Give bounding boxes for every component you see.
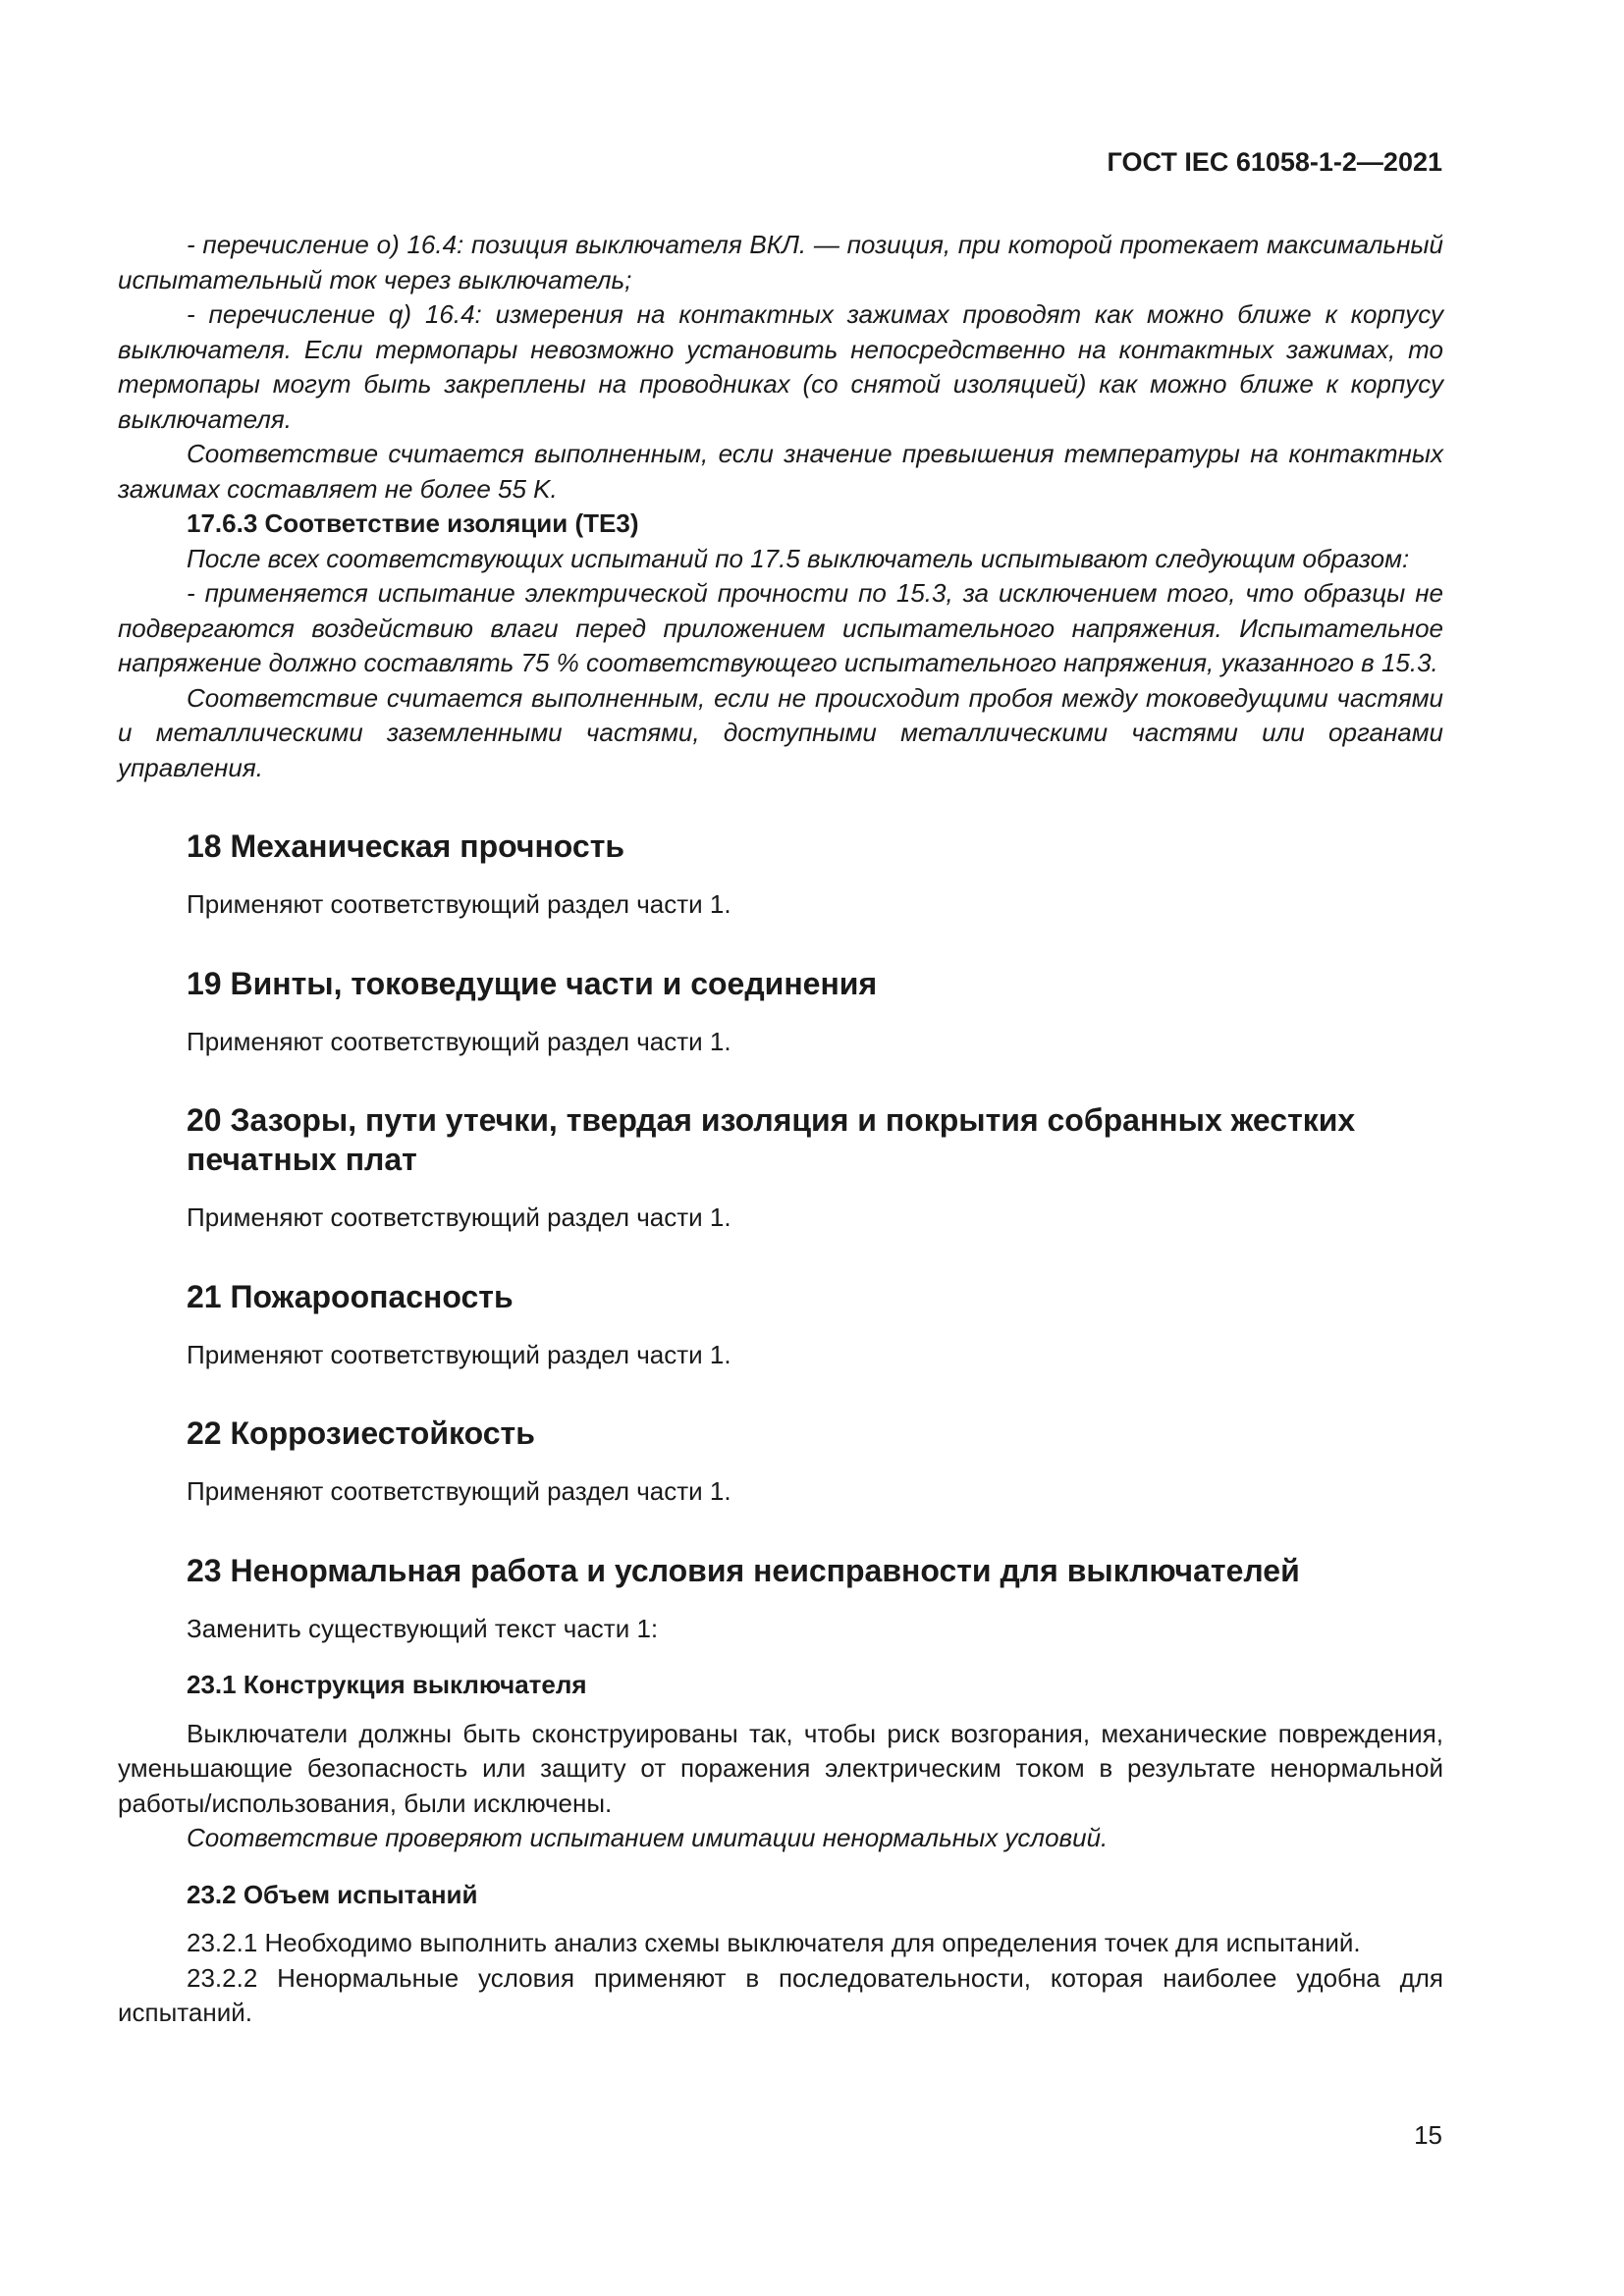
paragraph: Применяют соответствующий раздел части 1. — [187, 1339, 731, 1369]
paragraph: Применяют соответствующий раздел части 1. — [187, 1026, 731, 1056]
section-heading: 22 Коррозиестойкость — [187, 1415, 535, 1451]
page-number: 15 — [1414, 2120, 1442, 2150]
paragraph: Выключатели должны быть сконструированы так, чтобы риск возгорания, механические повреждения, уменьшающие безопасность или защиту от поражения электрическим током в результате ненормальной работы/использования, были исключены. — [118, 1718, 1443, 1818]
paragraph: - перечисление q) 16.4: измерения на контактных зажимах проводят как можно ближе к корпусу выключателя. Если термопары невозможно установить непосредственно на контактных зажимах, то термопары могут быть закреплены на проводниках (со снятой изоляцией) как можно ближе к корпусу выключателя. — [118, 299, 1443, 434]
paragraph: - применяется испытание электрической прочности по 15.3, за исключением того, что образцы не подвергаются воздействию влаги перед приложением испытательного напряжения. Испытательное напряжение должно составлять 75 % соответствующего испытательного напряжения, указанного в 15.3. — [118, 578, 1443, 677]
paragraph: Соответствие проверяют испытанием имитации ненормальных условий. — [187, 1823, 1109, 1852]
paragraph: Соответствие считается выполненным, если не происходит пробоя между токоведущими частями и металлическими заземленными частями, доступными металлическими частями или органами управления. — [118, 682, 1443, 782]
paragraph: - перечисление o) 16.4: позиция выключателя ВКЛ. — позиция, при которой протекает максимальный испытательный ток через выключатель; — [118, 230, 1443, 294]
section-heading: 18 Механическая прочность — [187, 828, 625, 864]
section-heading: 21 Пожароопасность — [187, 1278, 514, 1314]
paragraph: Заменить существующий текст части 1: — [187, 1613, 659, 1643]
subsection-heading: 17.6.3 Соответствие изоляции (ТЕ3) — [187, 508, 639, 538]
section-heading: 20 Зазоры, пути утечки, твердая изоляция и покрытия собранных жестких печатных плат — [187, 1102, 1356, 1177]
paragraph: Применяют соответствующий раздел части 1. — [187, 889, 731, 919]
paragraph: 23.2.1 Необходимо выполнить анализ схемы выключателя для определения точек для испытаний. — [187, 1928, 1361, 1957]
section-heading: 19 Винты, токоведущие части и соединения — [187, 965, 878, 1001]
document-header: ГОСТ IEC 61058-1-2—2021 — [1107, 147, 1442, 177]
paragraph: Применяют соответствующий раздел части 1. — [187, 1476, 731, 1506]
paragraph: Соответствие считается выполненным, если значение превышения температуры на контактных зажимах составляет не более 55 K. — [118, 439, 1443, 504]
subsection-heading: 23.1 Конструкция выключателя — [187, 1670, 587, 1699]
document-body — [118, 228, 1443, 2031]
subsection-heading: 23.2 Объем испытаний — [187, 1879, 478, 1909]
paragraph: После всех соответствующих испытаний по 17.5 выключатель испытывают следующим образом: — [187, 543, 1410, 573]
section-heading: 23 Ненормальная работа и условия неисправности для выключателей — [187, 1552, 1300, 1588]
paragraph: 23.2.2 Ненормальные условия применяют в последовательности, которая наиболее удобна для испытаний. — [118, 1962, 1443, 2027]
paragraph: Применяют соответствующий раздел части 1. — [187, 1202, 731, 1232]
